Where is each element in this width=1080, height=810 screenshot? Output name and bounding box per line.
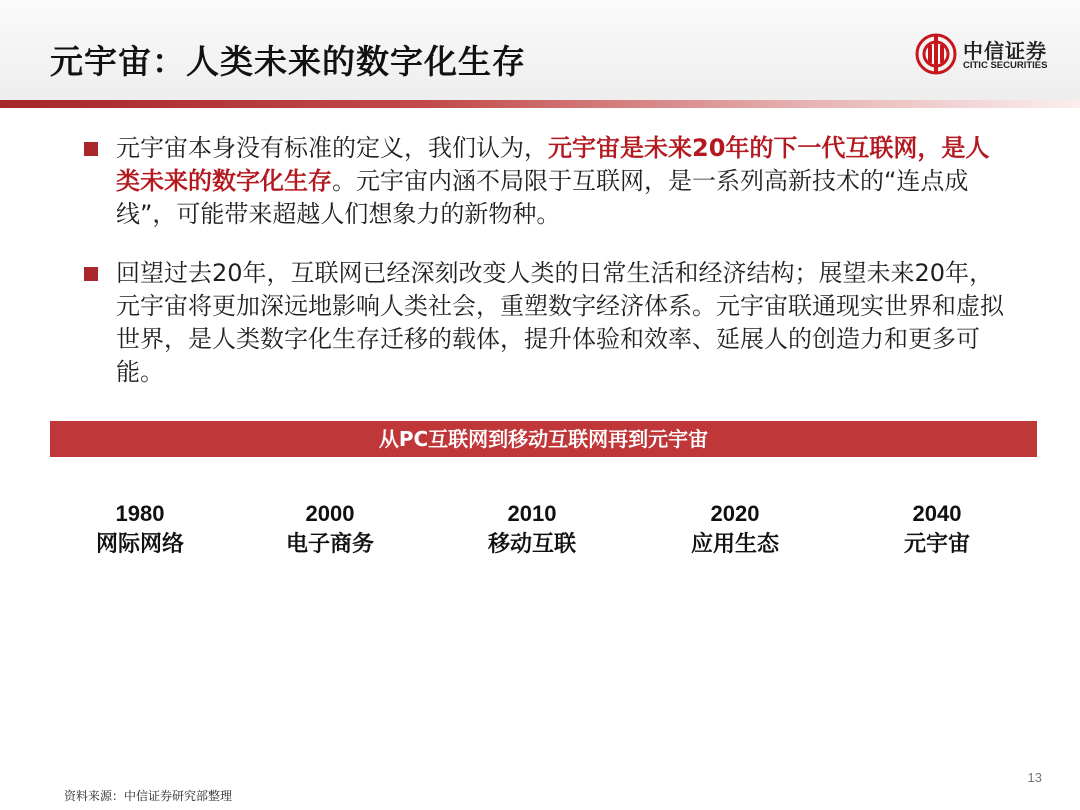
bullet-item-outlook [84,257,1014,389]
timeline-item [442,500,622,562]
bullet-item-definition [84,132,1014,231]
source-note: 资料来源：中信证券研究部整理 [64,789,233,803]
page-title: 元宇宙：人类未来的数字化生存 [50,42,526,81]
square-bullet-icon [84,142,98,156]
timeline [50,500,1037,570]
header-divider [0,100,1080,108]
page-number: 13 [1027,770,1042,785]
bullet-text-rest: 。元宇宙内涵不局限于互联网，是一系列高新技术的“连点成线”，可能带来超越人们想象力的新物种。 [116,167,969,228]
timeline-item [50,500,230,562]
bullet-text [116,132,1006,231]
timeline-label: 网际网络 [95,532,184,557]
timeline-label: 应用生态 [690,532,779,557]
section-banner: 从PC互联网到移动互联网再到元宇宙 [50,421,1037,457]
timeline-label: 元宇宙 [903,532,970,557]
citic-logo-icon [915,33,957,75]
timeline-label: 电子商务 [285,532,374,557]
timeline-year: 2040 [912,501,962,526]
bullet-list [84,132,1014,415]
logo-name-en: CITIC SECURITIES [963,60,1048,71]
bullet-text: 回望过去20年，互联网已经深刻改变人类的日常生活和经济结构；展望未来20年，元宇宙将更加深远地影响人类社会，重塑数字经济体系。元宇宙联通现实世界和虚拟世界，是人类数字化生存迁移的载体，提升体验和效率、延展人的创造力和更多可能。 [116,259,1004,386]
citic-logo [915,33,1065,79]
timeline-label: 移动互联 [487,532,576,557]
square-bullet-icon [84,267,98,281]
timeline-item [240,500,420,562]
timeline-year: 2000 [305,501,355,526]
timeline-item [847,500,1027,562]
timeline-year: 2010 [507,501,557,526]
timeline-year: 1980 [115,501,165,526]
header-bar [0,0,1080,100]
bullet-text-intro: 元宇宙本身没有标准的定义，我们认为， [116,134,548,162]
bullet-highlight: 元宇宙是未来20年的下一代互联网，是人类未来的数字化生存 [116,134,990,195]
timeline-item [645,500,825,562]
timeline-year: 2020 [710,501,760,526]
logo-name-cn: 中信证券 [963,39,1047,63]
